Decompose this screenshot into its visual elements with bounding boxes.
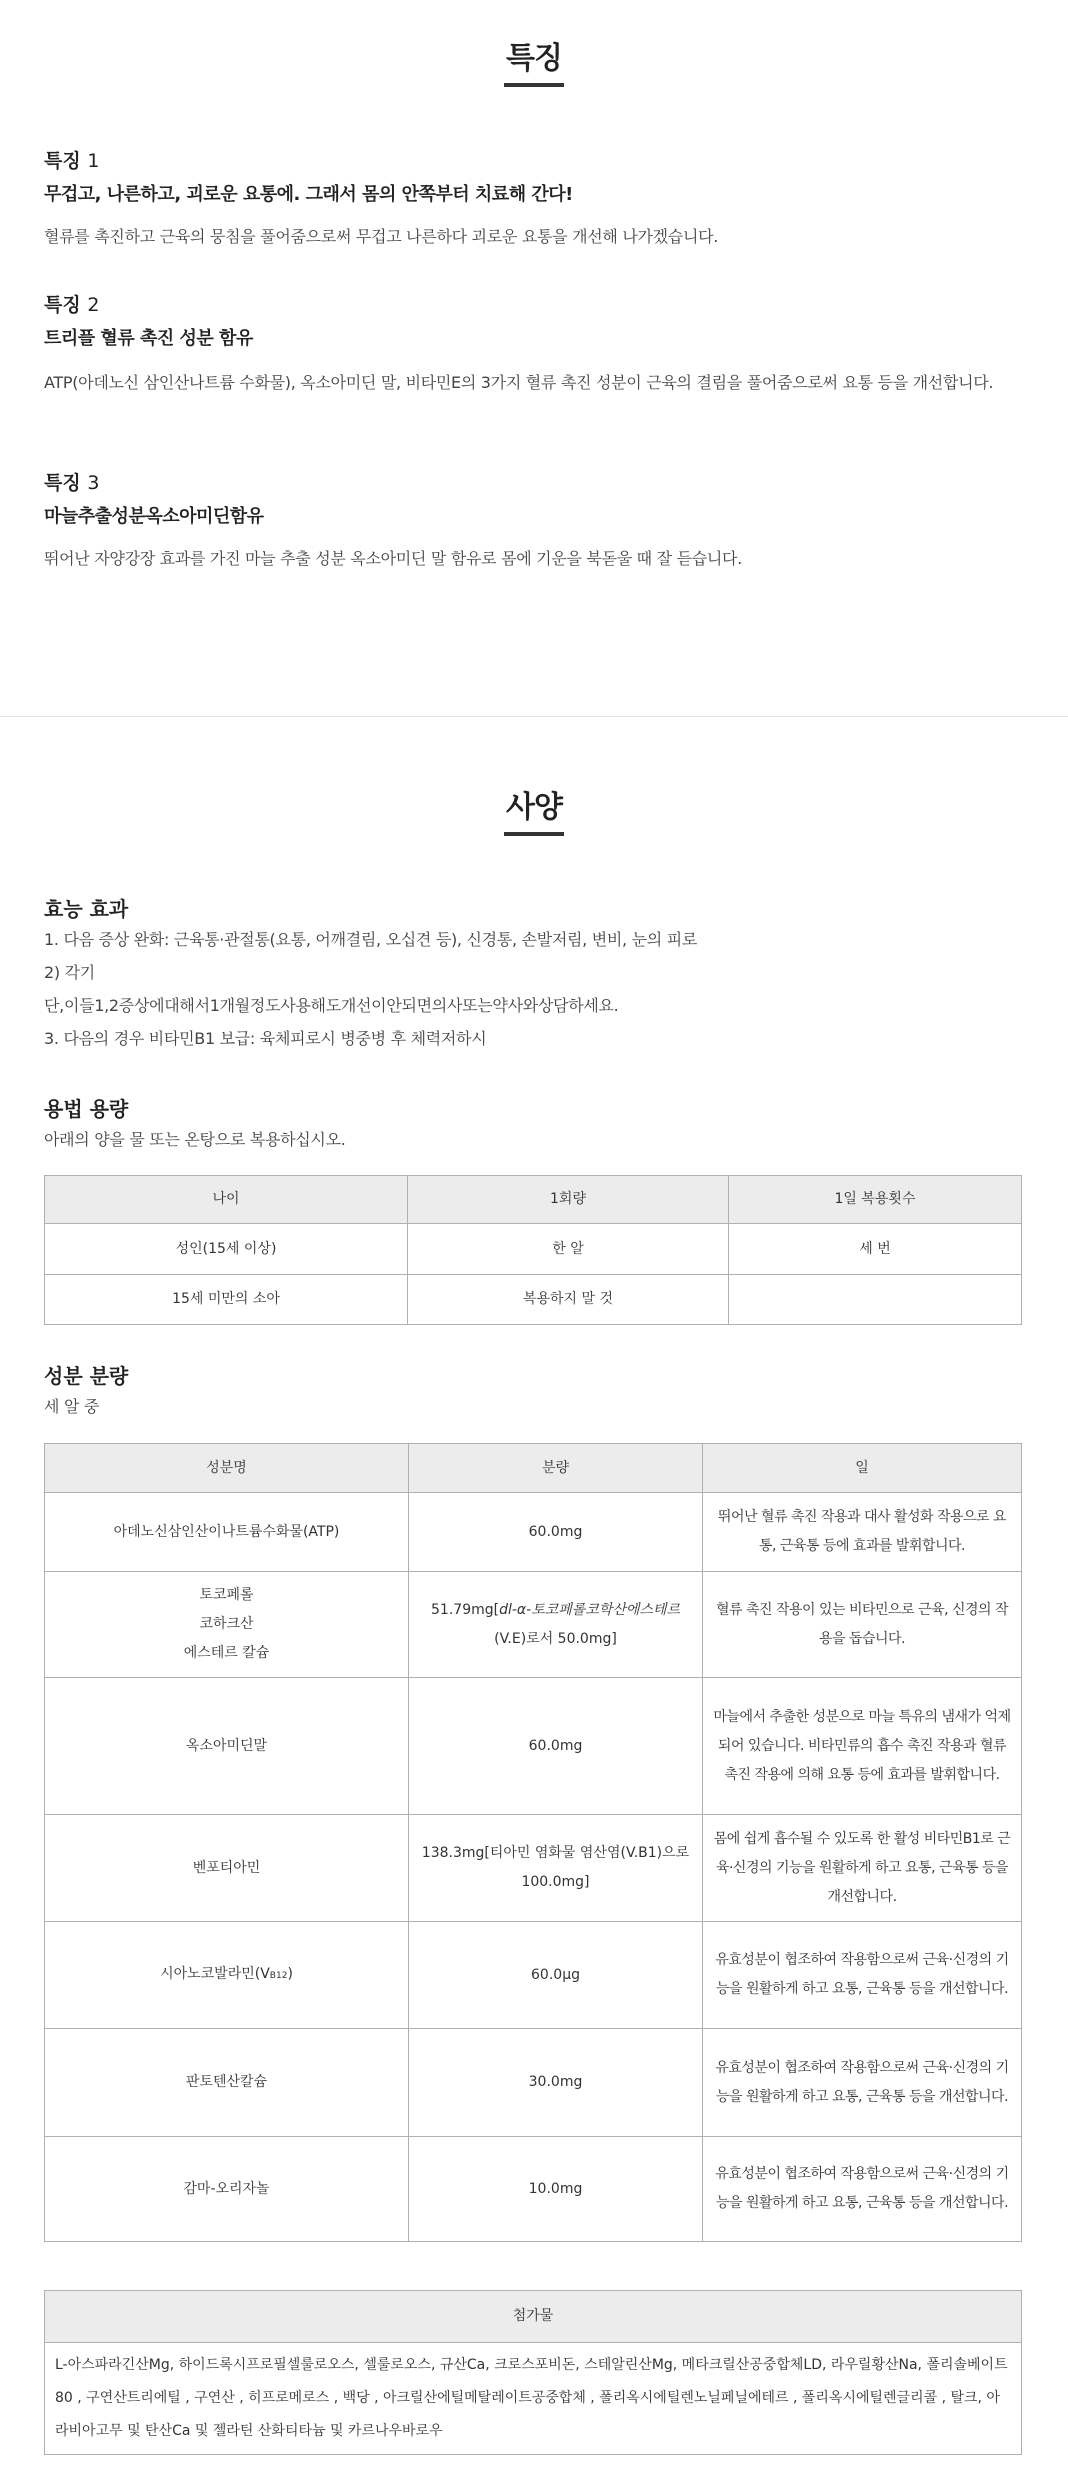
feature-1-body: 혈류를 촉진하고 근육의 뭉침을 풀어줌으로써 무겁고 나른하다 괴로운 요통을 개선해 나가겠습니다.	[44, 227, 719, 246]
header-additives: 첨가물	[45, 2291, 1022, 2343]
ingredient-part: 시아노코발라민(V	[160, 1965, 270, 1982]
cell-ingredient	[45, 1572, 409, 1678]
cell-ingredient	[45, 1922, 409, 2029]
feature-3-subtitle: 마늘추출성분옥소아미딘함유	[44, 506, 264, 527]
cell-amount: 30.0mg	[409, 2029, 703, 2137]
efficacy-list	[44, 923, 1024, 1055]
efficacy-line: 단,이들1,2증상에대해서1개월정도사용해도개선이안되면의사또는약사와상담하세요.	[44, 996, 619, 1015]
cell-ingredient: 감마-오리자놀	[45, 2137, 409, 2242]
spec-title: 사양	[506, 790, 562, 825]
table-row	[45, 1815, 1022, 1922]
ingredient-subscript: B12	[269, 1970, 288, 1981]
cell-dose: 복용하지 말 것	[408, 1275, 729, 1325]
additives-table	[44, 2290, 1022, 2455]
table-row	[45, 2137, 1022, 2242]
title-underline	[504, 832, 564, 836]
cell-function: 유효성분이 협조하여 작용함으로써 근육·신경의 기능을 원활하게 하고 요통, 근육통 등을 개선합니다.	[703, 1922, 1022, 2029]
cell-function: 유효성분이 협조하여 작용함으로써 근육·신경의 기능을 원활하게 하고 요통, 근육통 등을 개선합니다.	[703, 2137, 1022, 2242]
header-ingredient: 성분명	[45, 1444, 409, 1493]
header-amount: 분량	[409, 1444, 703, 1493]
table-header-row	[45, 2291, 1022, 2343]
title-underline	[504, 83, 564, 87]
cell-age: 성인(15세 이상)	[45, 1224, 408, 1275]
cell-function: 혈류 촉진 작용이 있는 비타민으로 근육, 신경의 작용을 돕습니다.	[703, 1572, 1022, 1678]
cell-amount: 60.0mg	[409, 1678, 703, 1815]
ingredient-part: )	[287, 1965, 293, 1982]
feature-2-subtitle: 트리플 혈류 촉진 성분 함유	[44, 328, 253, 349]
feature-3-label: 특징 3	[44, 472, 100, 494]
cell-ingredient: 판토텐산칼슘	[45, 2029, 409, 2137]
cell-ingredient: 벤포티아민	[45, 1815, 409, 1922]
efficacy-heading: 효능 효과	[44, 897, 129, 921]
ingredients-note: 세 알 중	[44, 1397, 100, 1416]
efficacy-line: 1. 다음 증상 완화: 근육통·관절통(요통, 어깨결림, 오십견 등), 신경통, 손발저림, 변비, 눈의 피로	[44, 930, 698, 949]
cell-frequency	[729, 1275, 1022, 1325]
table-row	[45, 1493, 1022, 1572]
ingredient-line: 에스테르 칼슘	[183, 1645, 270, 1661]
cell-function: 뛰어난 혈류 촉진 작용과 대사 활성화 작용으로 요통, 근육통 등에 효과를 발휘합니다.	[703, 1493, 1022, 1572]
table-row	[45, 1678, 1022, 1815]
cell-amount: 10.0mg	[409, 2137, 703, 2242]
features-title: 특징	[506, 41, 562, 76]
cell-ingredient: 옥소아미딘말	[45, 1678, 409, 1815]
table-row	[45, 2343, 1022, 2455]
cell-function: 유효성분이 협조하여 작용함으로써 근육·신경의 기능을 원활하게 하고 요통, 근육통 등을 개선합니다.	[703, 2029, 1022, 2137]
dosage-note: 아래의 양을 물 또는 온탕으로 복용하십시오.	[44, 1130, 346, 1149]
cell-frequency: 세 번	[729, 1224, 1022, 1275]
cell-age: 15세 미만의 소아	[45, 1275, 408, 1325]
efficacy-line: 2) 각기	[44, 963, 95, 982]
table-header-row	[45, 1444, 1022, 1493]
efficacy-line: 3. 다음의 경우 비타민B1 보급: 육체피로시 병중병 후 체력저하시	[44, 1029, 487, 1048]
cell-function: 마늘에서 추출한 성분으로 마늘 특유의 냄새가 억제되어 있습니다. 비타민류의 흡수 촉진 작용과 혈류 촉진 작용에 의해 요통 등에 효과를 발휘합니다.	[703, 1678, 1022, 1815]
dosage-heading: 용법 용량	[44, 1097, 129, 1121]
ingredient-line: 코하크산	[199, 1616, 254, 1632]
additives-text: L-아스파라긴산Mg, 하이드록시프로필셀룰로오스, 셀룰로오스, 규산Ca, 크로스포비돈, 스테알린산Mg, 메타크릴산공중합체LD, 라우릴황산Na, 폴리솔베이트80 , 구연산트리에틸 , 구연산 , 히프로메로스 , 백당 , 아크릴산에틸메탈레이트공중합체 , 폴리옥시에틸렌노닐페닐에테르 , 폴리옥시에틸렌글리콜 , 탈크, 아라비아고무 및 탄산Ca 및 젤라틴 산화티타늄 및 카르나우바로우	[45, 2343, 1022, 2455]
feature-3-body: 뛰어난 자양강장 효과를 가진 마늘 추출 성분 옥소아미딘 말 함유로 몸에 기운을 북돋울 때 잘 듣습니다.	[44, 549, 742, 568]
feature-2-body: ATP(아데노신 삼인산나트륨 수화물), 옥소아미딘 말, 비타민E의 3가지 혈류 촉진 성분이 근육의 결림을 풀어줌으로써 요통 등을 개선합니다.	[44, 373, 994, 392]
dosage-table	[44, 1175, 1022, 1325]
header-age: 나이	[45, 1176, 408, 1224]
table-row	[45, 2029, 1022, 2137]
amount-part: 51.79mg[	[431, 1601, 500, 1618]
table-row	[45, 1922, 1022, 2029]
feature-2-label: 특징 2	[44, 294, 100, 316]
section-divider	[0, 716, 1068, 717]
cell-dose: 한 알	[408, 1224, 729, 1275]
ingredient-line: 토코페롤	[199, 1587, 254, 1603]
header-frequency: 1일 복용횟수	[729, 1176, 1022, 1224]
cell-amount	[409, 1572, 703, 1678]
amount-italic: dl-α-토코페롤코학산에스테르	[499, 1601, 680, 1618]
cell-amount: 60.0μg	[409, 1922, 703, 2029]
cell-function: 몸에 쉽게 흡수될 수 있도록 한 활성 비타민B1로 근육·신경의 기능을 원활하게 하고 요통, 근육통 등을 개선합니다.	[703, 1815, 1022, 1922]
table-header-row	[45, 1176, 1022, 1224]
cell-amount: 60.0mg	[409, 1493, 703, 1572]
amount-part: (V.E)로서 50.0mg]	[494, 1630, 617, 1647]
ingredients-table	[44, 1443, 1022, 2242]
ingredients-heading: 성분 분량	[44, 1364, 129, 1388]
feature-1-label: 특징 1	[44, 150, 100, 172]
table-row	[45, 1572, 1022, 1678]
table-row	[45, 1224, 1022, 1275]
table-row	[45, 1275, 1022, 1325]
cell-ingredient: 아데노신삼인산이나트륨수화물(ATP)	[45, 1493, 409, 1572]
cell-amount: 138.3mg[티아민 염화물 염산염(V.B1)으로 100.0mg]	[409, 1815, 703, 1922]
header-dose: 1회량	[408, 1176, 729, 1224]
header-function: 일	[703, 1444, 1022, 1493]
feature-1-subtitle: 무겁고, 나른하고, 괴로운 요통에. 그래서 몸의 안쪽부터 치료해 간다!	[44, 184, 573, 205]
